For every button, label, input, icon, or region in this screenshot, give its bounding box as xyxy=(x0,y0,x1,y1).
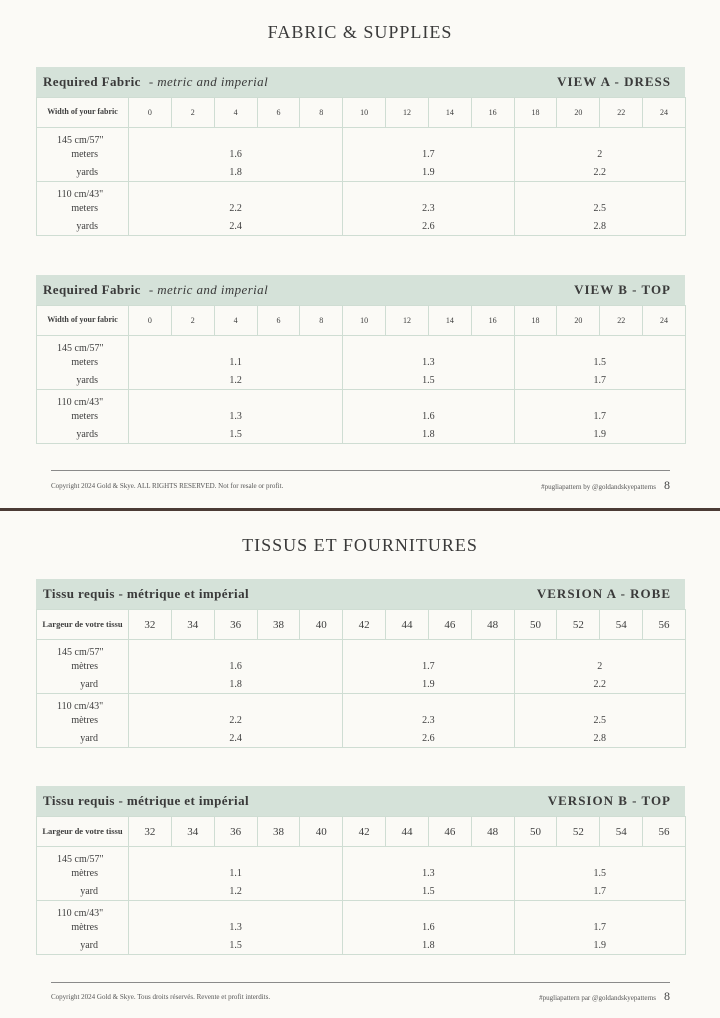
empty-cell xyxy=(129,390,343,408)
footer-divider xyxy=(51,982,670,983)
unit-label: mètres xyxy=(37,712,129,730)
fabric-requirements-table xyxy=(36,97,686,236)
fabric-amount-cell: 1.8 xyxy=(129,164,343,182)
size-cell: 22 xyxy=(600,306,643,336)
footer-right xyxy=(539,989,670,1004)
unit-label: mètres xyxy=(37,865,129,883)
required-fabric-label: Tissu requis - métrique et impérial xyxy=(43,586,249,601)
fabric-requirements-table xyxy=(36,816,686,955)
unit-label: meters xyxy=(37,146,129,164)
size-cell: 44 xyxy=(386,817,429,847)
fabric-amount-cell: 1.3 xyxy=(343,865,514,883)
view-label: VIEW A - DRESS xyxy=(557,74,671,89)
size-cell: 54 xyxy=(600,610,643,640)
fabric-width-label: 145 cm/57" xyxy=(37,336,129,354)
fabric-amount-cell: 2.3 xyxy=(343,712,514,730)
size-cell: 34 xyxy=(171,610,214,640)
unit-label: yards xyxy=(37,372,129,390)
size-cell: 12 xyxy=(386,98,429,128)
view-label: VERSION A - ROBE xyxy=(536,586,671,601)
empty-cell xyxy=(343,128,514,146)
table-row xyxy=(37,218,686,236)
empty-cell xyxy=(343,336,514,354)
size-cell: 18 xyxy=(514,306,557,336)
table-row xyxy=(37,408,686,426)
fabric-amount-cell: 1.9 xyxy=(514,426,685,444)
unit-label: yard xyxy=(37,676,129,694)
empty-cell xyxy=(514,694,685,712)
fabric-amount-cell: 2 xyxy=(514,658,685,676)
fabric-amount-cell: 1.3 xyxy=(343,354,514,372)
table-row xyxy=(37,426,686,444)
size-cell: 48 xyxy=(471,610,514,640)
view-label: VIEW B - TOP xyxy=(574,282,671,297)
fabric-table-view-b xyxy=(36,275,685,444)
empty-cell xyxy=(129,901,343,919)
size-cell: 40 xyxy=(300,610,343,640)
empty-cell xyxy=(514,336,685,354)
empty-cell xyxy=(343,694,514,712)
size-cell: 40 xyxy=(300,817,343,847)
metric-imperial-subtitle: - metric and imperial xyxy=(148,282,269,297)
fabric-table-view-a xyxy=(36,67,685,236)
fabric-amount-cell: 1.7 xyxy=(514,883,685,901)
size-cell: 14 xyxy=(428,306,471,336)
fabric-name-row xyxy=(37,128,686,146)
page-title: TISSUS ET FOURNITURES xyxy=(242,535,478,555)
size-cell: 32 xyxy=(129,817,172,847)
fabric-requirements-table xyxy=(36,609,686,748)
size-cell: 4 xyxy=(214,98,257,128)
size-cell: 20 xyxy=(557,306,600,336)
fabric-amount-cell: 1.5 xyxy=(343,372,514,390)
fabric-width-label: 110 cm/43" xyxy=(37,901,129,919)
fabric-amount-cell: 2.5 xyxy=(514,712,685,730)
size-cell: 38 xyxy=(257,817,300,847)
required-fabric-label: Tissu requis - métrique et impérial xyxy=(43,793,249,808)
size-cell: 16 xyxy=(471,306,514,336)
size-cell: 36 xyxy=(214,610,257,640)
fabric-amount-cell: 1.2 xyxy=(129,883,343,901)
fabric-amount-cell: 2.2 xyxy=(514,676,685,694)
size-cell: 8 xyxy=(300,98,343,128)
table-header-left xyxy=(43,586,249,602)
page-number: 8 xyxy=(664,989,670,1003)
table-row xyxy=(37,865,686,883)
empty-cell xyxy=(129,847,343,865)
table-row xyxy=(37,919,686,937)
fabric-name-row xyxy=(37,390,686,408)
fabric-amount-cell: 2.4 xyxy=(129,730,343,748)
empty-cell xyxy=(514,390,685,408)
unit-label: yards xyxy=(37,426,129,444)
size-cell: 50 xyxy=(514,817,557,847)
size-cell: 6 xyxy=(257,98,300,128)
unit-label: yard xyxy=(37,937,129,955)
empty-cell xyxy=(514,901,685,919)
fabric-amount-cell: 1.7 xyxy=(514,408,685,426)
unit-label: yards xyxy=(37,218,129,236)
fabric-amount-cell: 1.6 xyxy=(129,658,343,676)
fabric-amount-cell: 2.3 xyxy=(343,200,514,218)
unit-label: mètres xyxy=(37,658,129,676)
fabric-width-label: 110 cm/43" xyxy=(37,182,129,200)
size-cell: 10 xyxy=(343,306,386,336)
size-cell: 14 xyxy=(428,98,471,128)
fabric-width-label: 145 cm/57" xyxy=(37,847,129,865)
size-cell: 2 xyxy=(171,306,214,336)
size-header-row xyxy=(37,98,686,128)
empty-cell xyxy=(514,847,685,865)
table-header-left xyxy=(43,282,268,298)
size-cell: 34 xyxy=(171,817,214,847)
table-row xyxy=(37,937,686,955)
size-cell: 24 xyxy=(643,306,686,336)
hashtag-text: #pugliapattern by @goldandskyepatterns xyxy=(541,483,656,491)
footer xyxy=(51,989,670,1004)
empty-cell xyxy=(343,390,514,408)
fabric-amount-cell: 1.2 xyxy=(129,372,343,390)
size-cell: 44 xyxy=(386,610,429,640)
fabric-width-label: 145 cm/57" xyxy=(37,128,129,146)
size-cell: 42 xyxy=(343,817,386,847)
fabric-amount-cell: 1.1 xyxy=(129,354,343,372)
table-header-left xyxy=(43,74,268,90)
unit-label: mètres xyxy=(37,919,129,937)
empty-cell xyxy=(343,847,514,865)
fabric-name-row xyxy=(37,336,686,354)
fabric-amount-cell: 1.1 xyxy=(129,865,343,883)
fabric-width-header: Width of your fabric xyxy=(37,306,129,336)
table-header-bar xyxy=(36,579,685,609)
fabric-amount-cell: 2.2 xyxy=(129,712,343,730)
fabric-amount-cell: 1.9 xyxy=(343,164,514,182)
fabric-amount-cell: 1.7 xyxy=(514,372,685,390)
fabric-amount-cell: 1.8 xyxy=(343,937,514,955)
size-cell: 56 xyxy=(643,610,686,640)
footer-divider xyxy=(51,470,670,471)
unit-label: yard xyxy=(37,883,129,901)
empty-cell xyxy=(129,336,343,354)
fabric-amount-cell: 1.8 xyxy=(343,426,514,444)
table-header-left xyxy=(43,793,249,809)
size-cell: 56 xyxy=(643,817,686,847)
size-cell: 38 xyxy=(257,610,300,640)
fabric-amount-cell: 2.8 xyxy=(514,218,685,236)
size-cell: 54 xyxy=(600,817,643,847)
size-cell: 2 xyxy=(171,98,214,128)
fabric-amount-cell: 2.5 xyxy=(514,200,685,218)
fabric-table-version-b xyxy=(36,786,685,955)
empty-cell xyxy=(343,640,514,658)
table-header-bar xyxy=(36,786,685,816)
table-row xyxy=(37,730,686,748)
size-cell: 50 xyxy=(514,610,557,640)
unit-label: yards xyxy=(37,164,129,182)
table-row xyxy=(37,372,686,390)
size-cell: 32 xyxy=(129,610,172,640)
size-cell: 0 xyxy=(129,98,172,128)
empty-cell xyxy=(129,128,343,146)
fabric-width-label: 110 cm/43" xyxy=(37,694,129,712)
size-cell: 0 xyxy=(129,306,172,336)
hashtag-text: #pugliapattern par @goldandskyepatterns xyxy=(539,994,656,1002)
copyright-text: Copyright 2024 Gold & Skye. ALL RIGHTS RESERVED. Not for resale or profit. xyxy=(51,481,284,490)
table-header-bar xyxy=(36,67,685,97)
fabric-amount-cell: 1.6 xyxy=(343,919,514,937)
empty-cell xyxy=(514,182,685,200)
size-cell: 52 xyxy=(557,610,600,640)
size-header-row xyxy=(37,610,686,640)
table-header-bar xyxy=(36,275,685,305)
fabric-amount-cell: 1.5 xyxy=(129,426,343,444)
empty-cell xyxy=(343,182,514,200)
size-cell: 18 xyxy=(514,98,557,128)
empty-cell xyxy=(129,694,343,712)
fabric-amount-cell: 2.6 xyxy=(343,218,514,236)
fabric-name-row xyxy=(37,182,686,200)
size-cell: 22 xyxy=(600,98,643,128)
fabric-amount-cell: 1.8 xyxy=(129,676,343,694)
table-row xyxy=(37,883,686,901)
footer xyxy=(51,478,670,493)
page-french xyxy=(0,511,720,1018)
size-cell: 12 xyxy=(386,306,429,336)
empty-cell xyxy=(129,182,343,200)
size-cell: 46 xyxy=(428,610,471,640)
fabric-amount-cell: 2.6 xyxy=(343,730,514,748)
empty-cell xyxy=(514,128,685,146)
metric-imperial-subtitle: - metric and imperial xyxy=(148,74,269,89)
empty-cell xyxy=(514,640,685,658)
fabric-amount-cell: 2.8 xyxy=(514,730,685,748)
table-row xyxy=(37,676,686,694)
unit-label: meters xyxy=(37,408,129,426)
unit-label: meters xyxy=(37,200,129,218)
fabric-amount-cell: 2.4 xyxy=(129,218,343,236)
fabric-amount-cell: 1.6 xyxy=(343,408,514,426)
fabric-table-version-a xyxy=(36,579,685,748)
size-cell: 10 xyxy=(343,98,386,128)
fabric-name-row xyxy=(37,901,686,919)
fabric-name-row xyxy=(37,640,686,658)
fabric-width-label: 110 cm/43" xyxy=(37,390,129,408)
fabric-requirements-table xyxy=(36,305,686,444)
fabric-amount-cell: 1.9 xyxy=(343,676,514,694)
table-row xyxy=(37,712,686,730)
fabric-amount-cell: 1.9 xyxy=(514,937,685,955)
fabric-amount-cell: 1.6 xyxy=(129,146,343,164)
size-cell: 48 xyxy=(471,817,514,847)
size-cell: 4 xyxy=(214,306,257,336)
unit-label: meters xyxy=(37,354,129,372)
size-cell: 24 xyxy=(643,98,686,128)
footer-right xyxy=(541,478,670,493)
empty-cell xyxy=(129,640,343,658)
fabric-amount-cell: 1.7 xyxy=(343,658,514,676)
copyright-text: Copyright 2024 Gold & Skye. Tous droits réservés. Revente et profit interdits. xyxy=(51,992,271,1001)
size-cell: 46 xyxy=(428,817,471,847)
size-cell: 36 xyxy=(214,817,257,847)
fabric-width-header: Largeur de votre tissu xyxy=(37,817,129,847)
fabric-amount-cell: 1.5 xyxy=(514,865,685,883)
table-row xyxy=(37,658,686,676)
fabric-amount-cell: 1.3 xyxy=(129,919,343,937)
size-header-row xyxy=(37,306,686,336)
required-fabric-label: Required Fabric xyxy=(43,282,141,297)
fabric-amount-cell: 1.5 xyxy=(129,937,343,955)
empty-cell xyxy=(343,901,514,919)
required-fabric-label: Required Fabric xyxy=(43,74,141,89)
table-row xyxy=(37,354,686,372)
size-cell: 6 xyxy=(257,306,300,336)
table-row xyxy=(37,146,686,164)
page-number: 8 xyxy=(664,478,670,492)
fabric-width-header: Width of your fabric xyxy=(37,98,129,128)
unit-label: yard xyxy=(37,730,129,748)
fabric-amount-cell: 1.5 xyxy=(343,883,514,901)
fabric-amount-cell: 1.7 xyxy=(343,146,514,164)
size-cell: 52 xyxy=(557,817,600,847)
fabric-amount-cell: 1.7 xyxy=(514,919,685,937)
size-cell: 42 xyxy=(343,610,386,640)
fabric-width-header: Largeur de votre tissu xyxy=(37,610,129,640)
page-title: FABRIC & SUPPLIES xyxy=(267,22,453,42)
size-header-row xyxy=(37,817,686,847)
size-cell: 16 xyxy=(471,98,514,128)
fabric-amount-cell: 2.2 xyxy=(129,200,343,218)
size-cell: 20 xyxy=(557,98,600,128)
fabric-amount-cell: 2.2 xyxy=(514,164,685,182)
table-row xyxy=(37,200,686,218)
fabric-width-label: 145 cm/57" xyxy=(37,640,129,658)
view-label: VERSION B - TOP xyxy=(547,793,671,808)
fabric-amount-cell: 1.3 xyxy=(129,408,343,426)
size-cell: 8 xyxy=(300,306,343,336)
table-row xyxy=(37,164,686,182)
fabric-amount-cell: 1.5 xyxy=(514,354,685,372)
fabric-name-row xyxy=(37,694,686,712)
fabric-amount-cell: 2 xyxy=(514,146,685,164)
fabric-name-row xyxy=(37,847,686,865)
